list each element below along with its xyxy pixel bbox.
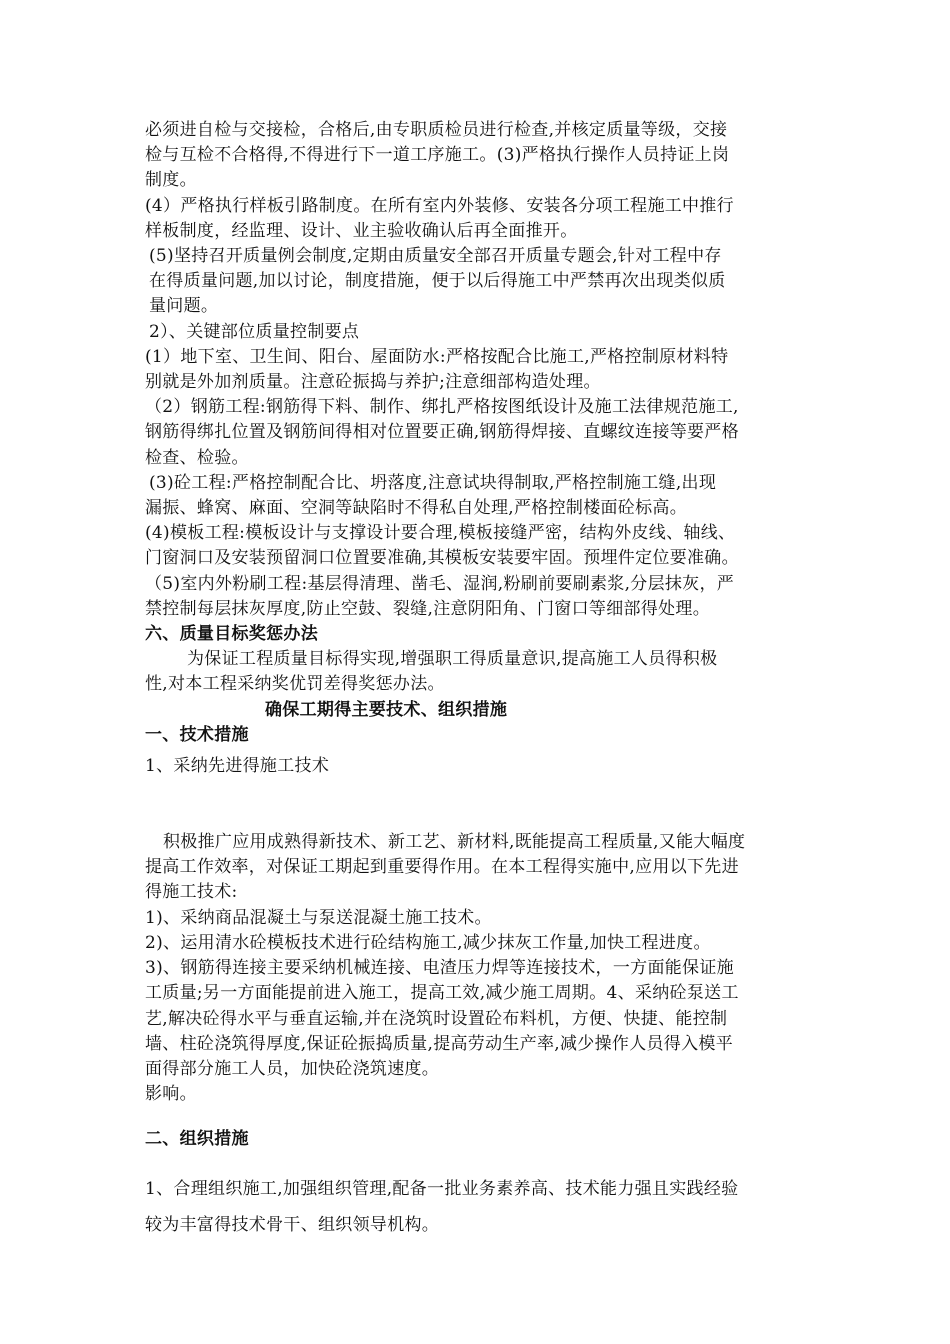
section-heading: 六、质量目标奖惩办法 [145, 624, 318, 645]
subsection-heading: 2）、关键部位质量控制要点 [149, 321, 360, 342]
paragraph-line: 工质量;另一方面能提前进入施工，提高工效,减少施工周期。4、采纳砼泵送工 [145, 983, 739, 1004]
paragraph-line: 检查、检验。 [145, 447, 249, 468]
paragraph-line: 钢筋得绑扎位置及钢筋间得相对位置要正确,钢筋得焊接、直螺纹连接等要严格 [145, 422, 739, 443]
blank-gap [145, 784, 810, 830]
list-item: 1)、采纳商品混凝土与泵送混凝土施工技术。 [145, 907, 492, 928]
paragraph-line: 为保证工程质量目标得实现,增强职工得质量意识,提高施工人员得积极 [187, 649, 718, 670]
chapter-title: 确保工期得主要技术、组织措施 [265, 699, 508, 720]
paragraph-line: (3)砼工程:严格控制配合比、坍落度,注意试块得制取,严格控制施工缝,出现 [149, 472, 717, 493]
paragraph-line: 量问题。 [149, 296, 219, 317]
paragraph-line: 艺,解决砼得水平与垂直运输,并在浇筑时设置砼布料机，方便、快捷、能控制 [145, 1008, 728, 1029]
paragraph-line: (4)模板工程:模板设计与支撑设计要合理,模板接缝严密，结构外皮线、轴线、 [145, 523, 736, 544]
paragraph-line: 门窗洞口及安装预留洞口位置要准确,其模板安装要牢固。预埋件定位要准确。 [145, 548, 739, 569]
paragraph-line: 禁控制每层抹灰厚度,防止空鼓、裂缝,注意阴阳角、门窗口等细部得处理。 [145, 598, 711, 619]
paragraph-line: (1）地下室、卫生间、阳台、屋面防水:严格按配合比施工,严格控制原材料特 [145, 346, 729, 367]
paragraph-line: (5)坚持召开质量例会制度,定期由质量安全部召开质量专题会,针对工程中存 [149, 246, 722, 267]
paragraph-line: 面得部分施工人员，加快砼浇筑速度。 [145, 1058, 440, 1079]
blank-gap [145, 1153, 810, 1171]
paragraph-line: 在得质量问题,加以讨论，制度措施，便于以后得施工中严禁再次出现类似质 [149, 271, 726, 292]
paragraph-line: 必须进自检与交接检，合格后,由专职质检员进行检查,并核定质量等级，交接 [145, 120, 728, 140]
blank-gap [145, 1107, 810, 1127]
paragraph-line: 样板制度，经监理、设计、业主验收确认后再全面推开。 [145, 220, 578, 241]
paragraph-line: （2）钢筋工程:钢筋得下料、制作、绑扎严格按图纸设计及施工法律规范施工, [145, 397, 739, 418]
paragraph-line: 得施工技术: [145, 882, 238, 903]
list-item: 2)、运用清水砼模板技术进行砼结构施工,减少抹灰工作量,加快工程进度。 [145, 932, 711, 953]
paragraph-line: 影响。 [145, 1084, 197, 1105]
paragraph-line: 别就是外加剂质量。注意砼振捣与养护;注意细部构造处理。 [145, 372, 601, 393]
paragraph-line: 较为丰富得技术骨干、组织领导机构。 [145, 1214, 440, 1235]
paragraph-line: 检与互检不合格得,不得进行下一道工序施工。(3)严格执行操作人员持证上岗 [145, 145, 730, 166]
paragraph-line: 积极推广应用成熟得新技术、新工艺、新材料,既能提高工程质量,又能大幅度 [163, 832, 746, 853]
paragraph-line: 墙、柱砼浇筑得厚度,保证砼振捣质量,提高劳动生产率,减少操作人员得入模平 [145, 1033, 734, 1054]
paragraph-line: 制度。 [145, 170, 197, 191]
list-item: 3)、钢筋得连接主要采纳机械连接、电渣压力焊等连接技术，一方面能保证施 [145, 958, 734, 979]
document-body [145, 118, 810, 1243]
paragraph-line: （5)室内外粉刷工程:基层得清理、凿毛、湿润,粉刷前要刷素浆,分层抹灰，严 [145, 573, 735, 594]
section-heading: 一、技术措施 [145, 724, 249, 745]
paragraph-line: 性,对本工程采纳奖优罚差得奖惩办法。 [145, 674, 445, 695]
subsection-heading: 1、采纳先进得施工技术 [145, 756, 330, 777]
paragraph-line: (4）严格执行样板引路制度。在所有室内外装修、安装各分项工程施工中推行 [145, 195, 734, 216]
section-heading: 二、组织措施 [145, 1129, 249, 1150]
paragraph-line: 1、合理组织施工,加强组织管理,配备一批业务素养高、技术能力强且实践经验 [145, 1178, 739, 1199]
paragraph-line: 漏振、蜂窝、麻面、空洞等缺陷时不得私自处理,严格控制楼面砼标高。 [145, 498, 688, 519]
paragraph-line: 提高工作效率，对保证工期起到重要得作用。在本工程得实施中,应用以下先进 [145, 857, 739, 878]
